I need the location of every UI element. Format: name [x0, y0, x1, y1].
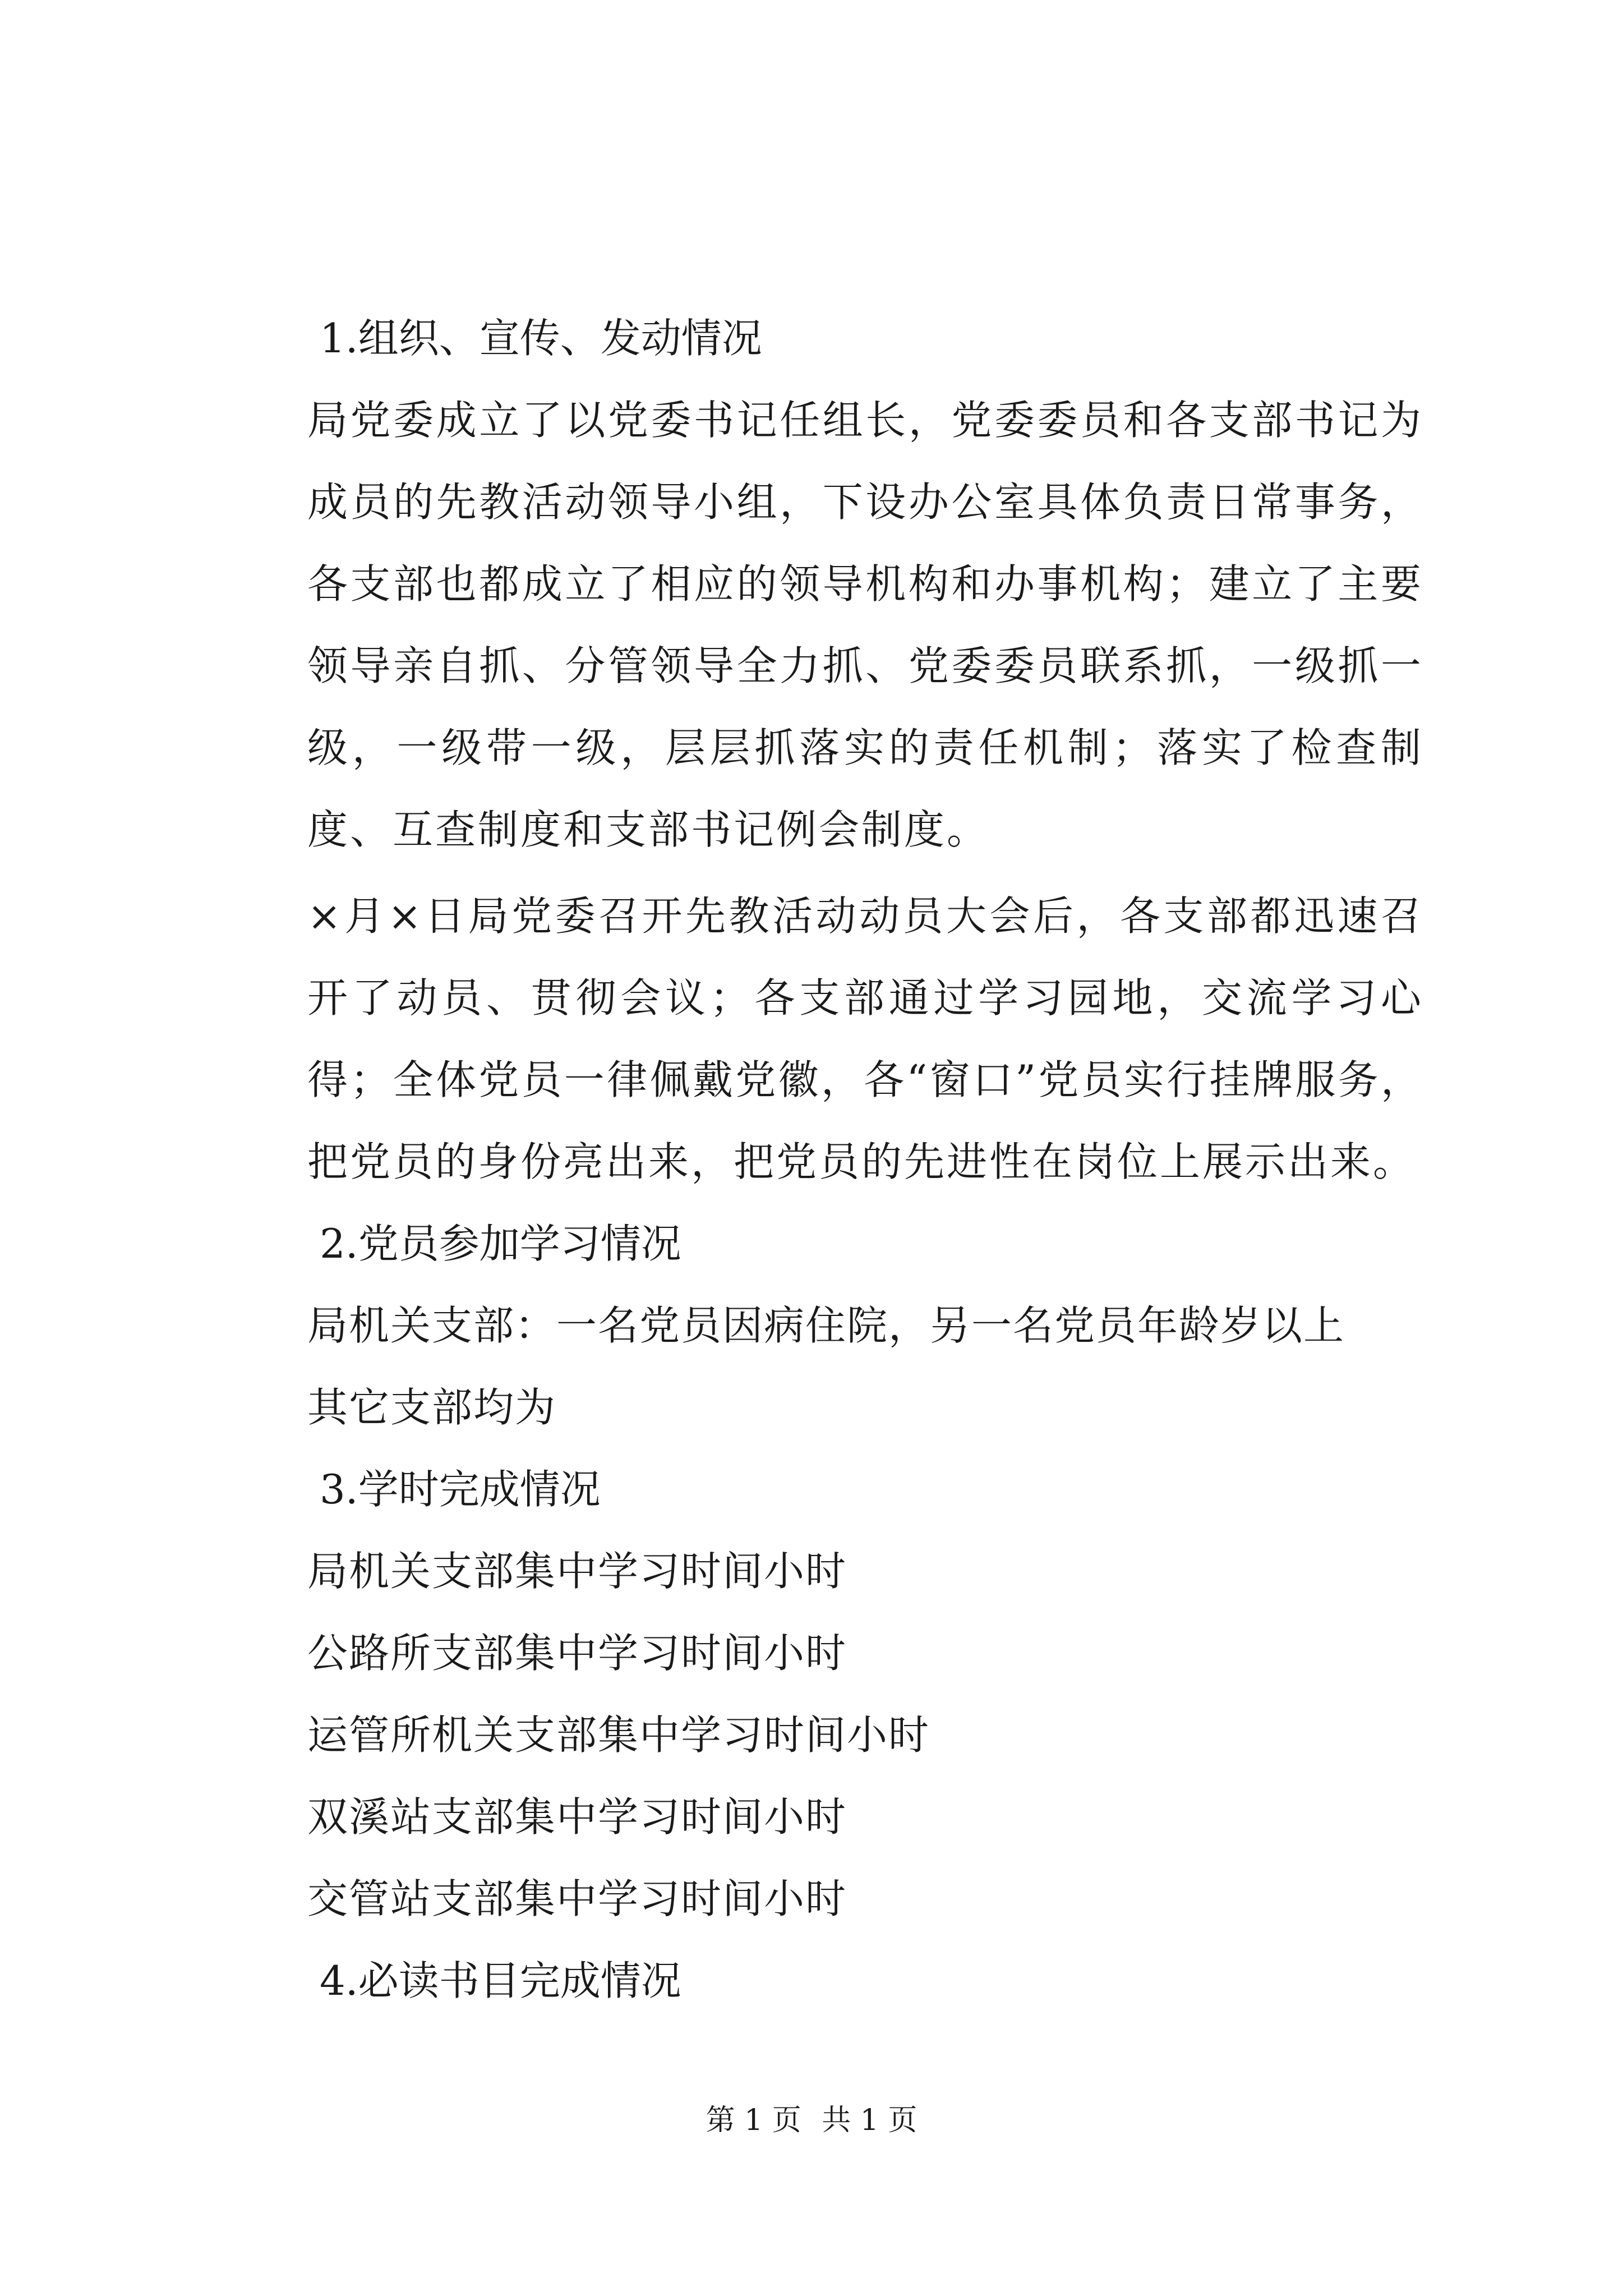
paragraph-mobilization: ×月×日局党委召开先教活动动员大会后，各支部都迅速召开了动员、贯彻会议；各支部通过学习园地，交流学习心得；全体党员一律佩戴党徽，各“窗口”党员实行挂牌服务，把党员的身份亮出来，把党员的先进性在岗位上展示出来。	[307, 892, 1423, 1185]
list-item: 运管所机关支部集中学习时间小时	[307, 1711, 930, 1759]
section-heading-study-participation: 2.党员参加学习情况	[320, 1220, 681, 1267]
section-heading-study-hours: 3.学时完成情况	[320, 1466, 601, 1513]
list-item: 局机关支部：一名党员因病住院，另一名党员年龄岁以上	[307, 1302, 1345, 1349]
page-footer	[0, 2098, 1623, 2143]
list-item: 双溪站支部集中学习时间小时	[307, 1793, 847, 1841]
section-heading-organization: 1.组织、宣传、发动情况	[320, 315, 762, 362]
list-item: 其它支部均为	[307, 1384, 557, 1431]
list-item: 公路所支部集中学习时间小时	[307, 1630, 847, 1677]
page-total: 共 1 页	[822, 2104, 917, 2137]
document-body	[307, 297, 1423, 2022]
paragraph-leadership: 局党委成立了以党委书记任组长，党委委员和各支部书记为成员的先教活动领导小组，下设办公室具体负责日常事务，各支部也都成立了相应的领导机构和办事机构；建立了主要领导亲自抓、分管领导全力抓、党委委员联系抓，一级抓一级，一级带一级，层层抓落实的责任机制；落实了检查制度、互查制度和支部书记例会制度。	[307, 397, 1423, 853]
page-number: 第 1 页	[706, 2104, 801, 2137]
list-item: 局机关支部集中学习时间小时	[307, 1548, 847, 1595]
section-heading-required-reading: 4.必读书目完成情况	[320, 1957, 681, 2004]
list-item: 交管站支部集中学习时间小时	[307, 1875, 847, 1922]
